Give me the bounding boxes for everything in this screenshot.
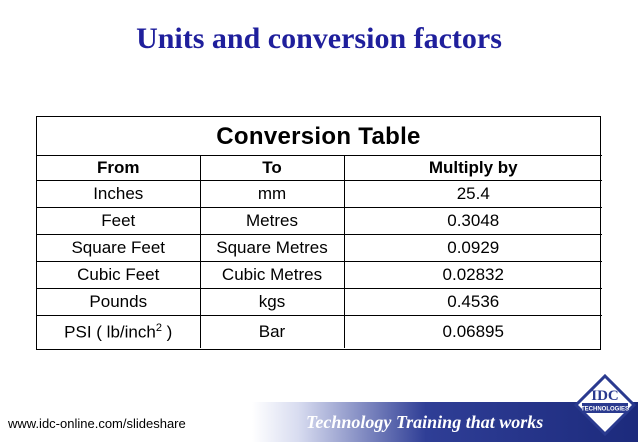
cell-from: Cubic Feet	[37, 262, 200, 289]
exponent: 2	[155, 321, 162, 334]
psi-label: PSI ( lb/inch	[64, 322, 156, 342]
cell-factor: 0.4536	[344, 289, 602, 316]
page-title: Units and conversion factors	[136, 22, 502, 55]
cell-to: Cubic Metres	[200, 262, 344, 289]
logo-subtext: TECHNOLOGIES	[580, 406, 630, 413]
cell-factor: 0.0929	[344, 235, 602, 262]
table-caption: Conversion Table	[216, 123, 421, 150]
cell-to: Square Metres	[200, 235, 344, 262]
cell-from: Pounds	[37, 289, 200, 316]
table-row	[37, 181, 602, 208]
table-row	[37, 208, 602, 235]
cell-to: kgs	[200, 289, 344, 316]
cell-factor: 0.3048	[344, 208, 602, 235]
cell-from: Feet	[37, 208, 200, 235]
psi-label-close: )	[161, 322, 173, 342]
footer-tagline: Technology Training that works	[306, 412, 544, 432]
table-row	[37, 316, 602, 349]
table-row	[37, 262, 602, 289]
table-row	[37, 235, 602, 262]
cell-factor: 0.06895	[344, 316, 602, 349]
conversion-grid	[37, 155, 602, 348]
cell-factor: 25.4	[344, 181, 602, 208]
header-multiply-by: Multiply by	[344, 156, 602, 181]
table-row	[37, 289, 602, 316]
footer-url: www.idc-online.com/slideshare	[8, 416, 186, 431]
cell-to: mm	[200, 181, 344, 208]
cell-factor: 0.02832	[344, 262, 602, 289]
idc-logo-icon	[574, 374, 636, 436]
header-to: To	[200, 156, 344, 181]
cell-from: Inches	[37, 181, 200, 208]
conversion-table	[36, 116, 601, 350]
cell-from	[37, 316, 200, 349]
logo-text: IDC	[591, 388, 619, 404]
header-from: From	[37, 156, 200, 181]
cell-to: Metres	[200, 208, 344, 235]
cell-to: Bar	[200, 316, 344, 349]
table-header-row	[37, 156, 602, 181]
cell-from: Square Feet	[37, 235, 200, 262]
